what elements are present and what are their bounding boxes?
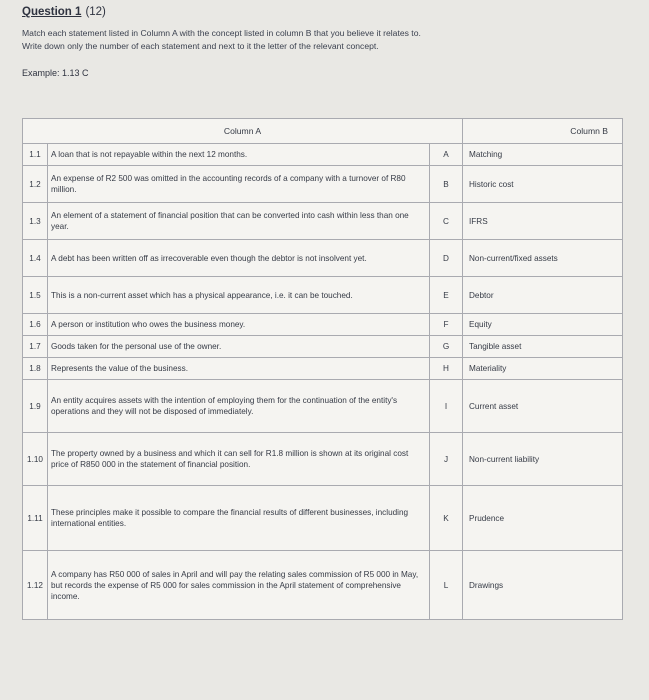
- statement-cell: The property owned by a business and which it can sell for R1.8 million is shown at its original cost price of R850 000 in the statement of financial position.: [48, 433, 430, 486]
- letter-cell: H: [430, 358, 463, 380]
- letter-cell: B: [430, 166, 463, 203]
- concept-cell: Non-current liability: [463, 433, 623, 486]
- concept-cell: Tangible asset: [463, 336, 623, 358]
- table-header-row: [23, 119, 623, 144]
- concept-cell: Debtor: [463, 277, 623, 314]
- column-b-header: Column B: [463, 119, 623, 144]
- row-number: 1.10: [23, 433, 48, 486]
- letter-cell: F: [430, 314, 463, 336]
- statement-cell: This is a non-current asset which has a physical appearance, i.e. it can be touched.: [48, 277, 430, 314]
- row-number: 1.2: [23, 166, 48, 203]
- letter-cell: A: [430, 144, 463, 166]
- row-number: 1.12: [23, 551, 48, 620]
- question-marks: (12): [85, 6, 106, 18]
- matching-table: [22, 118, 623, 620]
- table-row: [23, 166, 623, 203]
- table-row: [23, 433, 623, 486]
- table-row: [23, 240, 623, 277]
- concept-cell: Materiality: [463, 358, 623, 380]
- instruction-line: Write down only the number of each statement and next to it the letter of the relevant concept.: [22, 41, 379, 51]
- table-row: [23, 358, 623, 380]
- statement-cell: A company has R50 000 of sales in April and will pay the relating sales commission of R5 000 in May, but records the expense of R5 000 for sales commission in the April statement of comprehensive income.: [48, 551, 430, 620]
- question-heading: Question 1: [22, 6, 82, 18]
- row-number: 1.3: [23, 203, 48, 240]
- example-text: Example: 1.13 C: [22, 68, 89, 78]
- row-number: 1.4: [23, 240, 48, 277]
- statement-cell: A loan that is not repayable within the next 12 months.: [48, 144, 430, 166]
- concept-cell: Prudence: [463, 486, 623, 551]
- table-row: [23, 486, 623, 551]
- letter-cell: K: [430, 486, 463, 551]
- letter-cell: I: [430, 380, 463, 433]
- table-row: [23, 144, 623, 166]
- row-number: 1.11: [23, 486, 48, 551]
- statement-cell: Goods taken for the personal use of the owner.: [48, 336, 430, 358]
- statement-cell: These principles make it possible to compare the financial results of different businesses, including international entities.: [48, 486, 430, 551]
- statement-cell: A debt has been written off as irrecoverable even though the debtor is not insolvent yet.: [48, 240, 430, 277]
- column-a-header: Column A: [23, 119, 463, 144]
- row-number: 1.9: [23, 380, 48, 433]
- concept-cell: Non-current/fixed assets: [463, 240, 623, 277]
- letter-cell: E: [430, 277, 463, 314]
- statement-cell: Represents the value of the business.: [48, 358, 430, 380]
- instruction-line: Match each statement listed in Column A with the concept listed in column B that you believe it relates to.: [22, 28, 421, 38]
- table-row: [23, 336, 623, 358]
- letter-cell: D: [430, 240, 463, 277]
- letter-cell: C: [430, 203, 463, 240]
- concept-cell: Current asset: [463, 380, 623, 433]
- statement-cell: An entity acquires assets with the intention of employing them for the continuation of the entity's operations and they will not be disposed of immediately.: [48, 380, 430, 433]
- concept-cell: Drawings: [463, 551, 623, 620]
- row-number: 1.7: [23, 336, 48, 358]
- row-number: 1.6: [23, 314, 48, 336]
- letter-cell: G: [430, 336, 463, 358]
- table-row: [23, 203, 623, 240]
- concept-cell: Historic cost: [463, 166, 623, 203]
- statement-cell: An expense of R2 500 was omitted in the accounting records of a company with a turnover of R80 million.: [48, 166, 430, 203]
- concept-cell: Equity: [463, 314, 623, 336]
- letter-cell: L: [430, 551, 463, 620]
- row-number: 1.8: [23, 358, 48, 380]
- table-row: [23, 551, 623, 620]
- statement-cell: A person or institution who owes the business money.: [48, 314, 430, 336]
- row-number: 1.5: [23, 277, 48, 314]
- table-row: [23, 314, 623, 336]
- row-number: 1.1: [23, 144, 48, 166]
- question-title: [22, 6, 106, 18]
- table-row: [23, 277, 623, 314]
- table-row: [23, 380, 623, 433]
- concept-cell: IFRS: [463, 203, 623, 240]
- letter-cell: J: [430, 433, 463, 486]
- statement-cell: An element of a statement of financial position that can be converted into cash within less than one year.: [48, 203, 430, 240]
- instructions: [22, 27, 622, 53]
- concept-cell: Matching: [463, 144, 623, 166]
